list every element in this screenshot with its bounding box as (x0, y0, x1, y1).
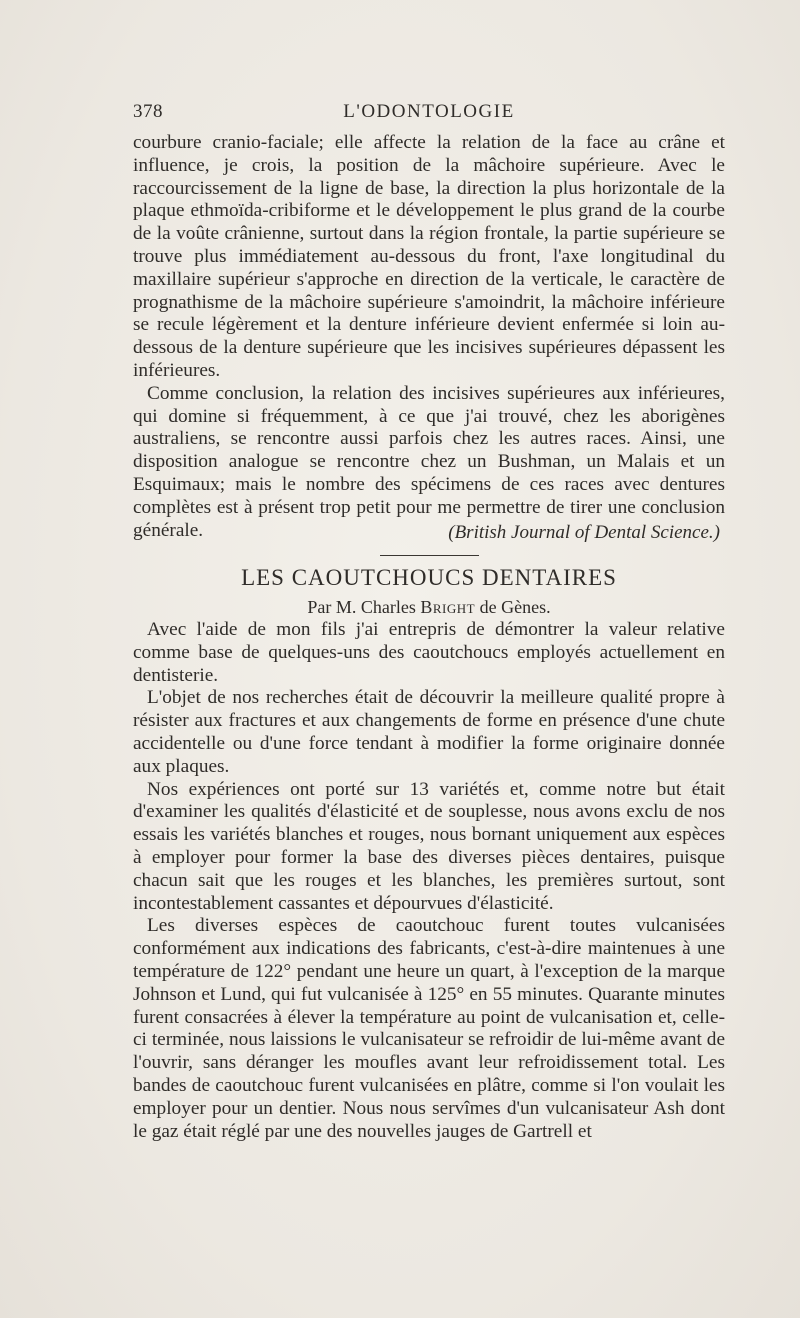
byline-suffix: de Gènes. (479, 597, 551, 617)
citation (133, 522, 725, 544)
paragraph: Comme conclusion, la relation des incisives supérieures aux inférieures, qui domine si fréquemment, à ce que j'ai trouvé, chez les aborigènes australiens, se rencontre aussi parfois chez les autres races. Ainsi, une disposition analogue se rencontre chez un Bushman, un Malais et un Esquimaux; mais le nombre des spécimens de ces races avec dentures complètes est à présent trop petit pour me permettre de tirer une conclusion générale. (133, 382, 725, 541)
paragraph: Les diverses espèces de caoutchouc furent toutes vulcanisées conformément aux indications des fabricants, c'est-à-dire maintenues à une température de 122° pendant une heure un quart, à l'exception de la marque Johnson et Lund, qui fut vulcanisée à 125° en 55 minutes. Quarante minutes furent consacrées à élever la température au point de vulcanisation et, celle-ci terminée, nous laissions le vulcanisateur se refroidir de lui-même avant de l'ouvrir, sans déranger les moufles avant leur refroidissement total. Les bandes de caoutchouc furent vulcanisées en plâtre, comme si l'on voulait les employer pour un dentier. Nous nous servîmes d'un vulcanisateur Ash dont le gaz était réglé par une des nouvelles jauges de Gartrell et (133, 915, 725, 1142)
page-header (133, 101, 725, 127)
article-title: LES CAOUTCHOUCS DENTAIRES (241, 565, 617, 590)
citation-text: (British Journal of Dental Science.) (448, 522, 720, 543)
paragraph: Avec l'aide de mon fils j'ai entrepris de démontrer la valeur relative comme base de quelques-uns des caoutchoucs employés actuellement en dentisterie. (133, 619, 725, 686)
running-title: L'ODONTOLOGIE (343, 101, 515, 122)
article-body (133, 619, 725, 1143)
byline (133, 596, 725, 618)
paragraph: Nos expériences ont porté sur 13 variétés et, comme notre but était d'examiner les qualités d'élasticité et de souplesse, nous avons exclu de nos essais les variétés blanches et rouges, nous bornant uniquement aux espèces à employer pour former la base des diverses pièces dentaires, puisque chacun sait que les rouges et les blanches, les premières surtout, sont incontestablement cassantes et dépourvues d'élasticité. (133, 778, 725, 914)
paragraph: courbure cranio-faciale; elle affecte la relation de la face au crâne et influence, je crois, la position de la mâchoire supérieure. Avec le raccourcissement de la ligne de base, la direction la plus horizontale de la plaque ethmoïda-cribiforme et le développement le plus grand de la courbe de la voûte crânienne, surtout dans la région frontale, la partie supérieure se trouve plus immédiatement au-dessous du front, l'axe longitudinal du maxillaire supérieur s'approche en direction de la verticale, le caractère de prognathisme de la mâchoire supérieure s'amoindrit, la mâchoire inférieure se recule légèrement et la denture inférieure devient enfermée si loin au-dessous de la denture supérieure que les incisives supérieures dépassent les inférieures. (133, 132, 725, 381)
separator-rule (380, 555, 479, 556)
paragraph: L'objet de nos recherches était de découvrir la meilleure qualité propre à résister aux fractures et aux changements de forme en présence d'une chute accidentelle ou d'une force tendant à modifier la forme originaire donnée aux plaques. (133, 687, 725, 777)
page-number: 378 (133, 101, 163, 122)
author-name: Bright (420, 597, 476, 617)
previous-article-text (133, 132, 725, 542)
byline-prefix: Par M. Charles (307, 597, 416, 617)
